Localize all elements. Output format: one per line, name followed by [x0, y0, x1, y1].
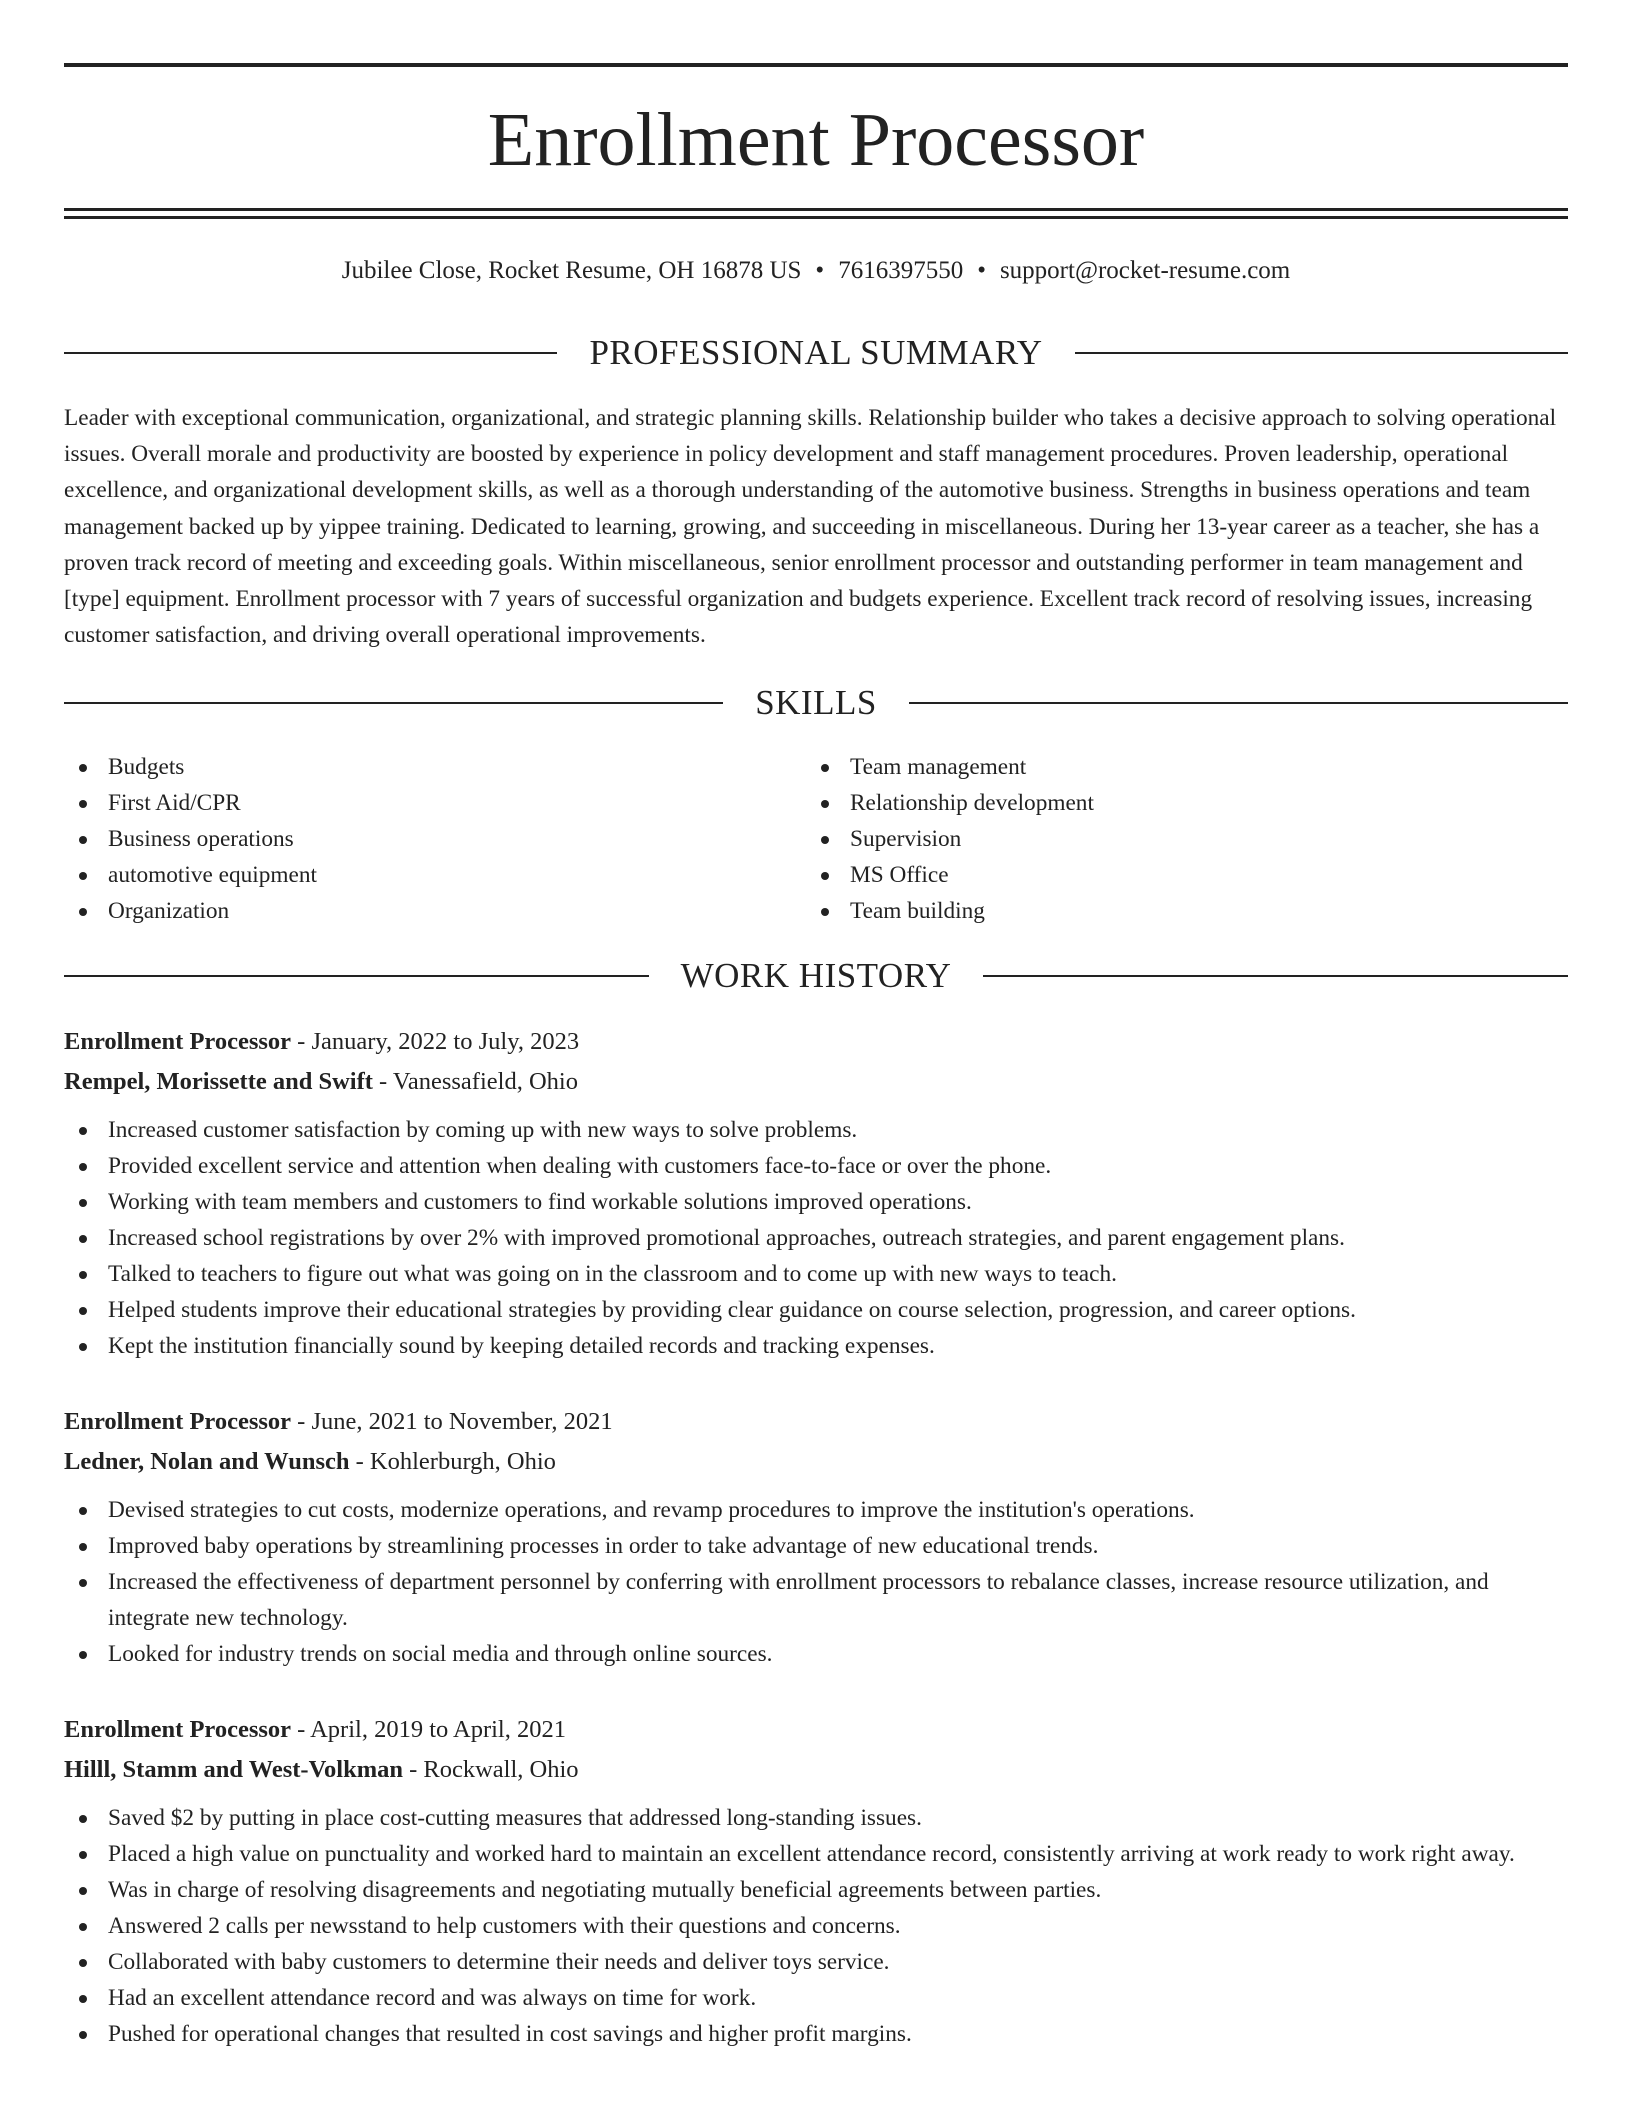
- work-history-heading-label: WORK HISTORY: [680, 956, 952, 995]
- skill-item: Supervision: [806, 821, 1548, 857]
- job-location: - Vanessafield, Ohio: [372, 1068, 578, 1095]
- job-bullet: Improved baby operations by streamlining processes in order to take advantage of new educational trends.: [64, 1528, 1568, 1564]
- job-company: Hilll, Stamm and West-Volkman: [64, 1756, 403, 1783]
- job-entry: [64, 1402, 1568, 1672]
- contact-phone: 7616397550: [838, 257, 964, 284]
- job-bullets: [64, 1800, 1568, 2052]
- job-bullet: Talked to teachers to figure out what was going on in the classroom and to come up with new ways to teach.: [64, 1256, 1568, 1292]
- summary-text: Leader with exceptional communication, organizational, and strategic planning skills. Relationship builder who takes a decisive approach to solving operational issues. Overall morale and productivity are boosted by experience in policy development and staff management procedures. Proven leadership, operational excellence, and organizational development skills, as well as a thorough understanding of the automotive business. Strengths in business operations and team management backed up by yippee training. Dedicated to learning, growing, and succeeding in miscellaneous. During her 13-year career as a teacher, she has a proven track record of meeting and exceeding goals. Within miscellaneous, senior enrollment processor and outstanding performer in team management and [type] equipment. Enrollment processor with 7 years of successful organization and budgets experience. Excellent track record of resolving issues, increasing customer satisfaction, and driving overall operational improvements.: [64, 405, 1557, 649]
- heading-rule-left: [64, 975, 649, 977]
- job-bullet: Kept the institution financially sound by keeping detailed records and tracking expenses.: [64, 1328, 1568, 1364]
- job-entry: [64, 1710, 1568, 2052]
- job-company-line: [64, 1062, 1568, 1102]
- job-bullet: Had an excellent attendance record and was always on time for work.: [64, 1980, 1568, 2016]
- contact-address: Jubilee Close, Rocket Resume, OH 16878 US: [341, 257, 802, 284]
- job-title: Enrollment Processor: [64, 1716, 292, 1743]
- skills-column-left: [64, 749, 806, 929]
- job-bullet: Looked for industry trends on social media and through online sources.: [64, 1636, 1568, 1672]
- job-bullet: Saved $2 by putting in place cost-cutting measures that addressed long-standing issues.: [64, 1800, 1568, 1836]
- job-bullet: Devised strategies to cut costs, modernize operations, and revamp procedures to improve the institution's operations.: [64, 1492, 1568, 1528]
- job-title: Enrollment Processor: [64, 1028, 292, 1055]
- job-title: Enrollment Processor: [64, 1408, 292, 1435]
- job-bullets: [64, 1112, 1568, 1364]
- contact-line: [64, 254, 1568, 288]
- job-company-line: [64, 1442, 1568, 1482]
- job-dates: - June, 2021 to November, 2021: [291, 1408, 613, 1435]
- job-bullet: Provided excellent service and attention when dealing with customers face-to-face or over the phone.: [64, 1148, 1568, 1184]
- job-title-line: [64, 1402, 1568, 1442]
- heading-rule-left: [64, 352, 557, 354]
- job-entry: [64, 1022, 1568, 1364]
- contact-separator: •: [815, 257, 825, 284]
- skills-heading-label: SKILLS: [755, 683, 877, 722]
- top-rule: [64, 63, 1568, 67]
- skill-item: Business operations: [64, 821, 806, 857]
- job-bullet: Increased customer satisfaction by coming up with new ways to solve problems.: [64, 1112, 1568, 1148]
- job-bullet: Helped students improve their educational strategies by providing clear guidance on course selection, progression, and career options.: [64, 1292, 1568, 1328]
- heading-rule-right: [983, 975, 1568, 977]
- heading-rule-right: [909, 702, 1568, 704]
- skill-item: automotive equipment: [64, 857, 806, 893]
- job-bullet: Was in charge of resolving disagreements and negotiating mutually beneficial agreements between parties.: [64, 1872, 1568, 1908]
- work-history-heading: [64, 954, 1568, 998]
- job-bullet: Placed a high value on punctuality and worked hard to maintain an excellent attendance record, consistently arriving at work ready to work right away.: [64, 1836, 1568, 1872]
- job-bullet: Increased the effectiveness of department personnel by conferring with enrollment processors to rebalance classes, increase resource utilization, and integrate new technology.: [64, 1564, 1568, 1636]
- job-dates: - April, 2019 to April, 2021: [291, 1716, 566, 1743]
- skill-item: Budgets: [64, 749, 806, 785]
- job-title-line: [64, 1710, 1568, 1750]
- skill-item: Team management: [806, 749, 1548, 785]
- heading-rule-left: [64, 702, 723, 704]
- contact-separator: •: [977, 257, 986, 284]
- summary-heading: [64, 331, 1568, 375]
- job-bullet: Collaborated with baby customers to determine their needs and deliver toys service.: [64, 1944, 1568, 1980]
- job-title-line: [64, 1022, 1568, 1062]
- resume-title: Enrollment Processor: [487, 98, 1145, 182]
- job-bullet: Increased school registrations by over 2% with improved promotional approaches, outreach strategies, and parent engagement plans.: [64, 1220, 1568, 1256]
- skill-item: Organization: [64, 893, 806, 929]
- skill-item: Team building: [806, 893, 1548, 929]
- job-company: Ledner, Nolan and Wunsch: [64, 1448, 350, 1475]
- skills-column-right: [806, 749, 1548, 929]
- job-bullet: Pushed for operational changes that resulted in cost savings and higher profit margins.: [64, 2016, 1568, 2052]
- summary-heading-label: PROFESSIONAL SUMMARY: [589, 333, 1043, 372]
- job-bullet: Working with team members and customers to find workable solutions improved operations.: [64, 1184, 1568, 1220]
- job-location: - Kohlerburgh, Ohio: [349, 1448, 556, 1475]
- contact-email: support@rocket-resume.com: [999, 257, 1291, 284]
- skills-heading: [64, 681, 1568, 725]
- title-double-rule: [64, 208, 1568, 219]
- job-company: Rempel, Morissette and Swift: [64, 1068, 373, 1095]
- heading-rule-right: [1075, 352, 1568, 354]
- job-bullets: [64, 1492, 1568, 1672]
- skill-item: Relationship development: [806, 785, 1548, 821]
- skill-item: First Aid/CPR: [64, 785, 806, 821]
- skills-list: [64, 749, 1568, 929]
- job-company-line: [64, 1750, 1568, 1790]
- job-location: - Rockwall, Ohio: [402, 1756, 579, 1783]
- job-dates: - January, 2022 to July, 2023: [291, 1028, 580, 1055]
- job-bullet: Answered 2 calls per newsstand to help customers with their questions and concerns.: [64, 1908, 1568, 1944]
- skill-item: MS Office: [806, 857, 1548, 893]
